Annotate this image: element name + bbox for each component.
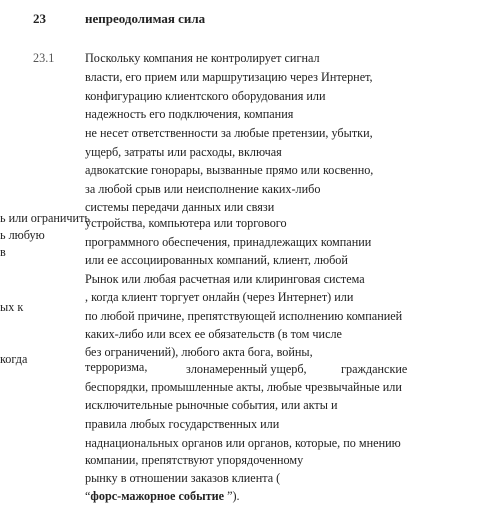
clause-number: 23.1 (33, 51, 55, 65)
overflow-fragment: ь любую (0, 228, 45, 242)
clause-line: не несет ответственности за любые претензии, убытки, (85, 126, 373, 140)
clause-line: за любой срыв или неисполнение каких-либо (85, 182, 321, 196)
clause-line: исключительные рыночные события, или акты и (85, 398, 338, 412)
clause-line: Рынок или любая расчетная или клиринговая система (85, 272, 365, 286)
clause-line: надежность его подключения, компания (85, 107, 294, 121)
force-majeure-definition (85, 489, 240, 503)
overflow-fragment: когда (0, 352, 28, 366)
clause-line-fragment: гражданские (341, 362, 408, 376)
clause-line: системы передачи данных или связи (85, 200, 275, 214)
clause-line: правила любых государственных или (85, 417, 280, 431)
clause-line: , когда клиент торгует онлайн (через Интернет) или (85, 290, 354, 304)
overflow-fragment: в (0, 245, 6, 259)
clause-line: адвокатские гонорары, вызванные прямо или косвенно, (85, 163, 374, 177)
clause-line: компании, препятствуют упорядоченному (85, 453, 304, 467)
clause-line: Поскольку компания не контролирует сигнал (85, 51, 320, 65)
clause-line: рынку в отношении заказов клиента ( (85, 471, 281, 485)
clause-line: власти, его прием или маршрутизацию через Интернет, (85, 70, 373, 84)
clause-line: без ограничений), любого акта бога, войны, (85, 345, 313, 359)
clause-line: программного обеспечения, принадлежащих компании (85, 235, 372, 249)
section-title: непреодолимая сила (85, 11, 206, 26)
section-number: 23 (33, 11, 46, 26)
clause-line: по любой причине, препятствующей исполнению компанией (85, 309, 403, 323)
overflow-fragment: ых к (0, 300, 24, 314)
clause-line: каких-либо или всех ее обязательств (в том числе (85, 327, 342, 341)
clause-line: наднациональных органов или органов, которые, по мнению (85, 436, 401, 450)
overflow-fragment: ь или ограничить (0, 211, 90, 225)
clause-line: беспорядки, промышленные акты, любые чрезвычайные или (85, 380, 402, 394)
close-quote: ”). (224, 489, 240, 503)
clause-line-fragment: злонамеренный ущерб, (186, 362, 307, 376)
clause-line: терроризма, (85, 360, 148, 374)
force-majeure-term: форс-мажорное событие (90, 489, 225, 503)
clause-line: ущерб, затраты или расходы, включая (85, 145, 282, 159)
clause-line: устройства, компьютера или торгового (85, 216, 287, 230)
open-quote: “ (85, 489, 91, 503)
clause-line: конфигурацию клиентского оборудования или (85, 89, 326, 103)
clause-line: или ее ассоциированных компаний, клиент, любой (85, 253, 348, 267)
